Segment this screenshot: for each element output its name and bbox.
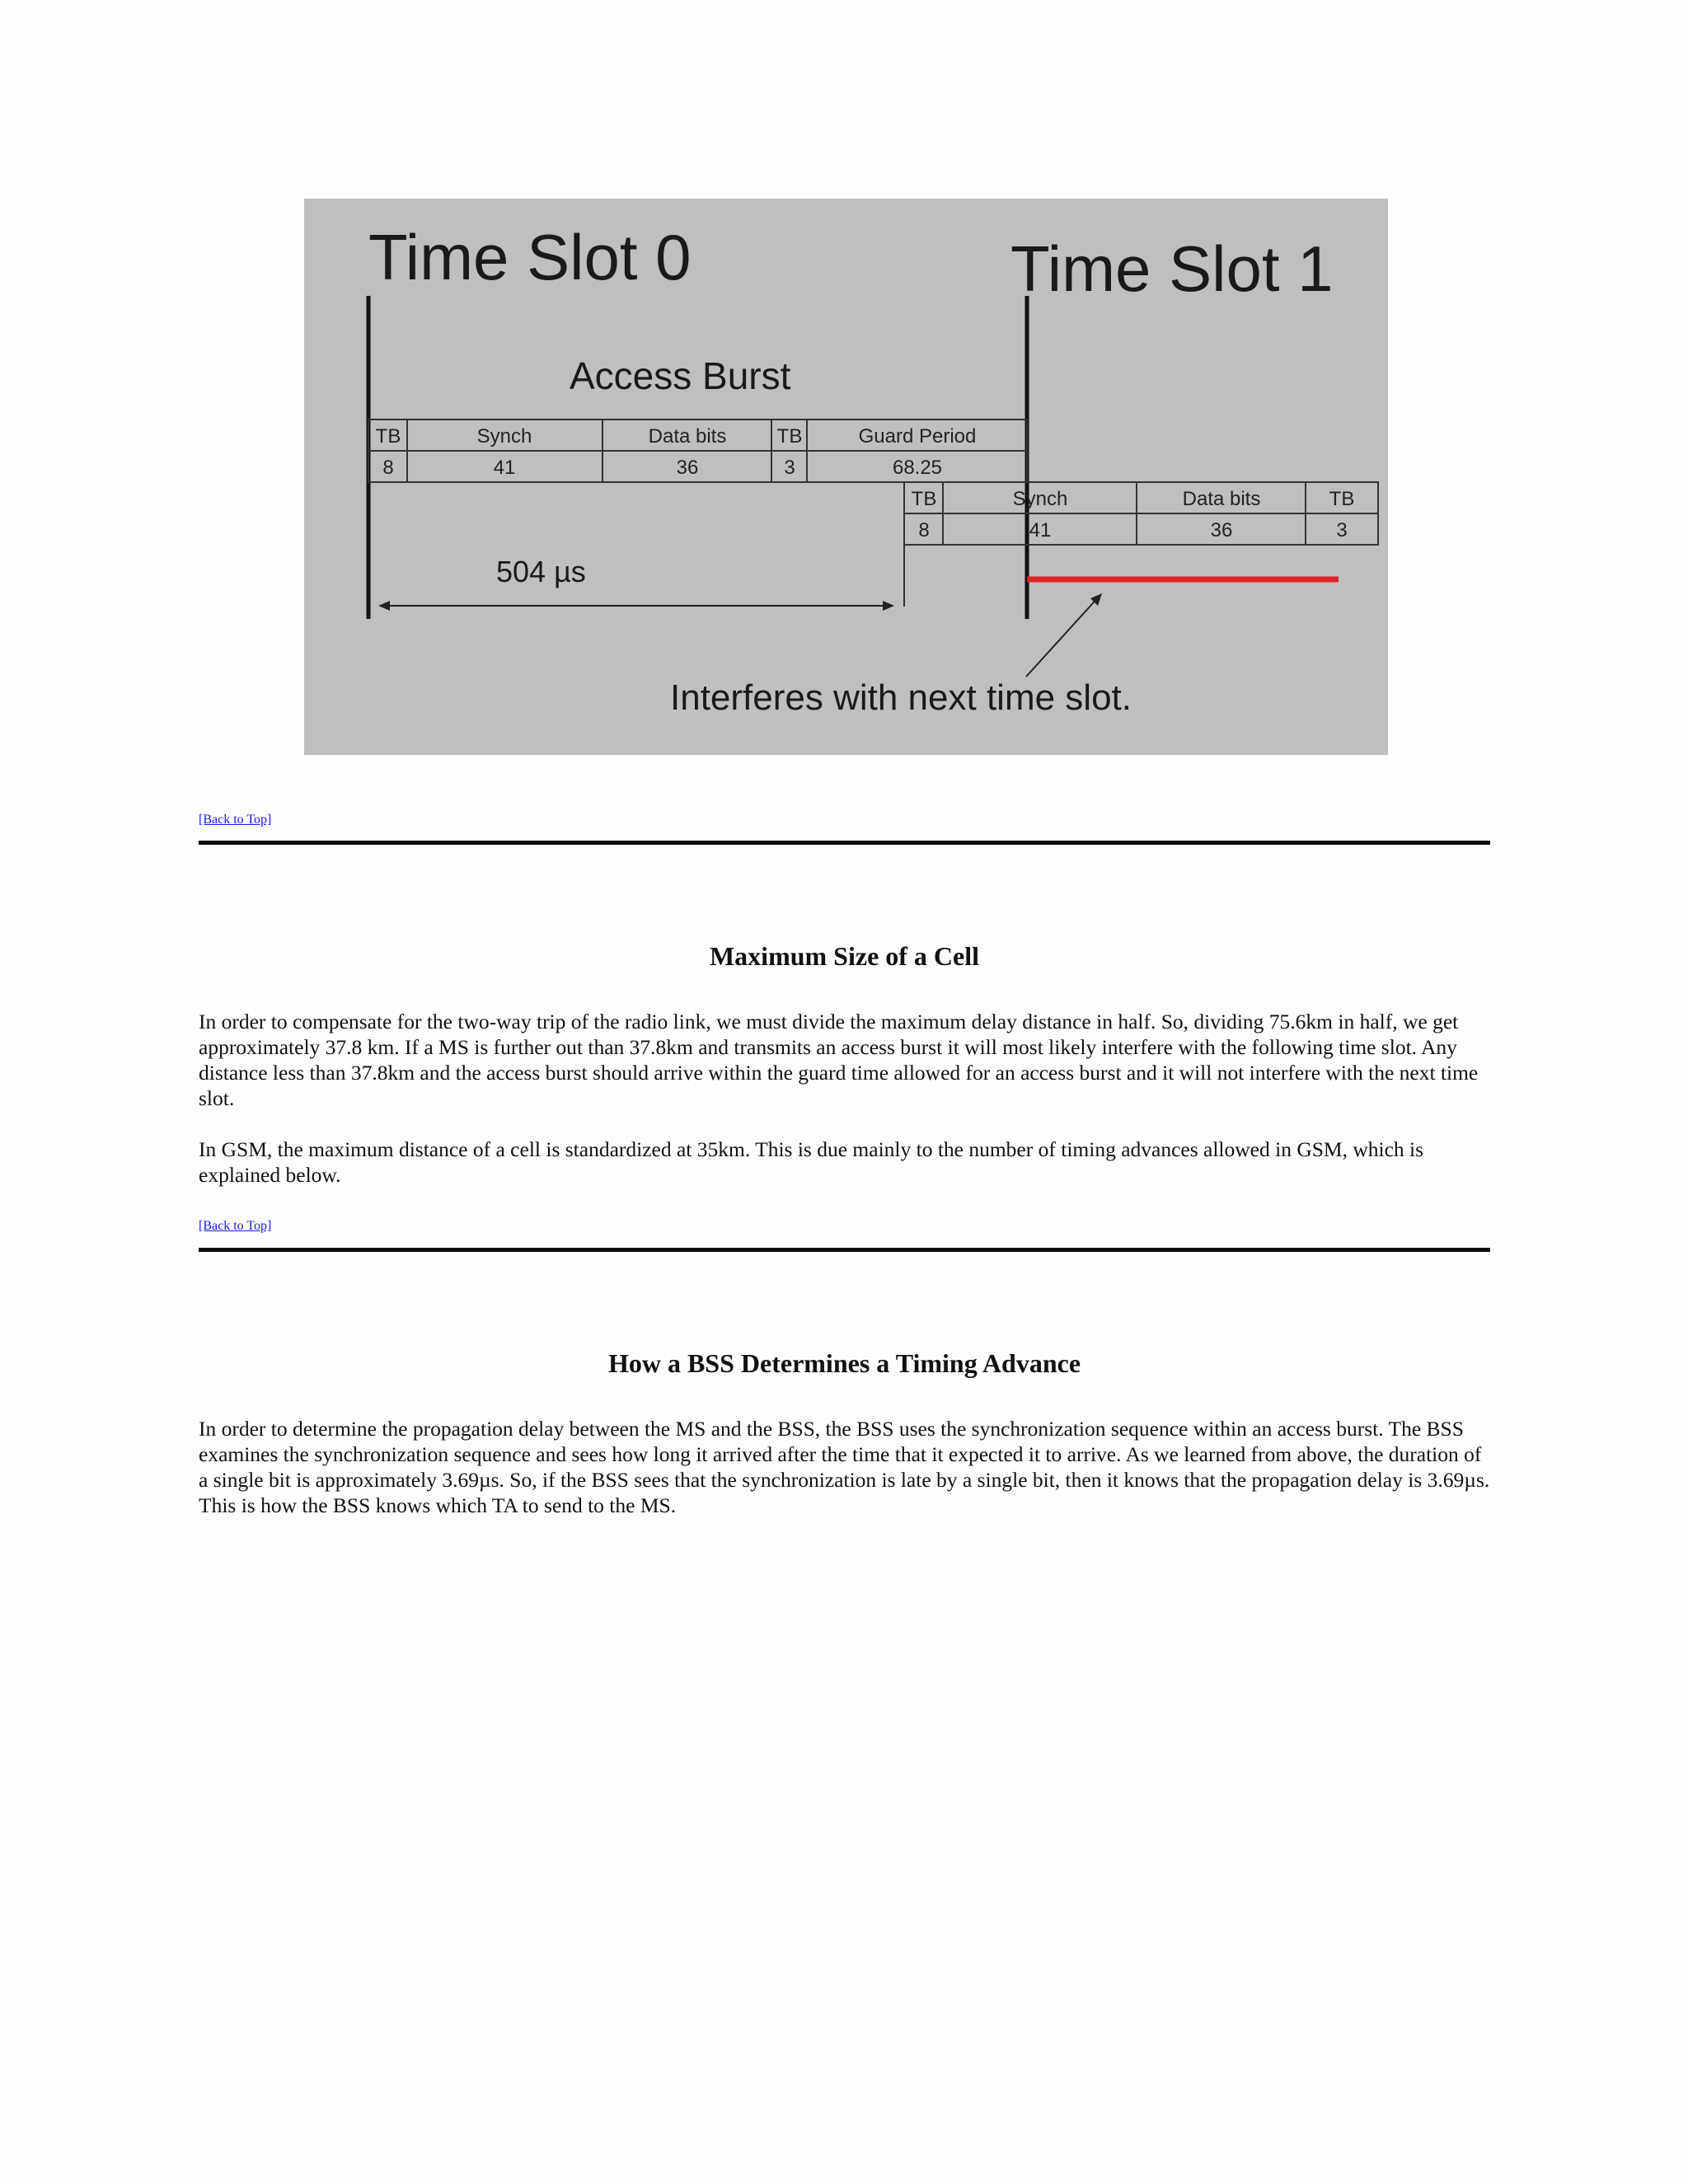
burst0-value-synch: 41 [493, 457, 516, 479]
burst0-header-synch: Synch [476, 425, 532, 448]
burst1-header-data: Data bits [1182, 488, 1261, 510]
slot0-label: Time Slot 0 [368, 221, 692, 293]
delay-label: 504 µs [496, 555, 586, 588]
back-to-top-link-2[interactable]: [Back to Top] [199, 1219, 272, 1233]
burst0-header-guard: Guard Period [858, 425, 977, 448]
delay-arrow [378, 601, 894, 611]
burst1-value-tb1: 8 [918, 519, 930, 541]
burst0-value-data: 36 [676, 457, 699, 479]
burst1-value-tb2: 3 [1336, 519, 1348, 541]
burst1-table [904, 482, 1378, 545]
section-divider-2 [199, 1248, 1490, 1252]
burst1-header-synch: Synch [1012, 488, 1068, 510]
burst0-value-tb2: 3 [784, 457, 795, 479]
section2-paragraph-1: In order to determine the propagation delay between the MS and the BSS, the BSS uses the synchronization sequence within an access burst. The BSS examines the synchronization sequence and sees how long it arrived after the time that it expected it to arrive. As we learned from above, the duration of a single bit is approximately 3.69µs. So, if the BSS sees that the synchronization is late by a single bit, then it knows that the propagation delay is 3.69µs. This is how the BSS knows which TA to send to the MS. [199, 1417, 1490, 1517]
slot1-label: Time Slot 1 [1010, 232, 1334, 305]
burst1-header-tb2: TB [1329, 488, 1355, 510]
section-divider-1 [199, 841, 1490, 845]
interference-label: Interferes with next time slot. [670, 677, 1132, 718]
burst1-value-data: 36 [1210, 519, 1233, 541]
section1-paragraph-1: In order to compensate for the two-way trip of the radio link, we must divide the maximum delay distance in half. So, dividing 75.6km in half, we get approximately 37.8 km. If a MS is further out than 37.8km and transmits an access burst it will most likely interfere with the following time slot. Any distance less than 37.8km and the access burst should arrive within the guard time allowed for an access burst and it will not interfere with the next time slot. [199, 1010, 1479, 1110]
section-title-timing-advance: How a BSS Determines a Timing Advance [607, 1348, 1081, 1378]
burst1-header-tb1: TB [911, 488, 937, 510]
section-title-max-cell-size: Maximum Size of a Cell [709, 941, 980, 971]
burst0-header-tb2: TB [776, 425, 803, 448]
pointer-arrow [1026, 593, 1102, 677]
section1-paragraph-2: In GSM, the maximum distance of a cell is standardized at 35km. This is due mainly to the number of timing advances allowed in GSM, which is explained below. [199, 1137, 1424, 1187]
access-burst-title: Access Burst [570, 354, 791, 397]
burst0-value-tb1: 8 [382, 457, 394, 479]
burst0-header-data: Data bits [648, 425, 727, 448]
burst0-header-tb1: TB [375, 425, 401, 448]
burst0-value-guard: 68.25 [892, 457, 943, 479]
back-to-top-link-1[interactable]: [Back to Top] [199, 813, 272, 827]
burst1-value-synch: 41 [1029, 519, 1052, 541]
access-burst-diagram [304, 199, 1388, 755]
